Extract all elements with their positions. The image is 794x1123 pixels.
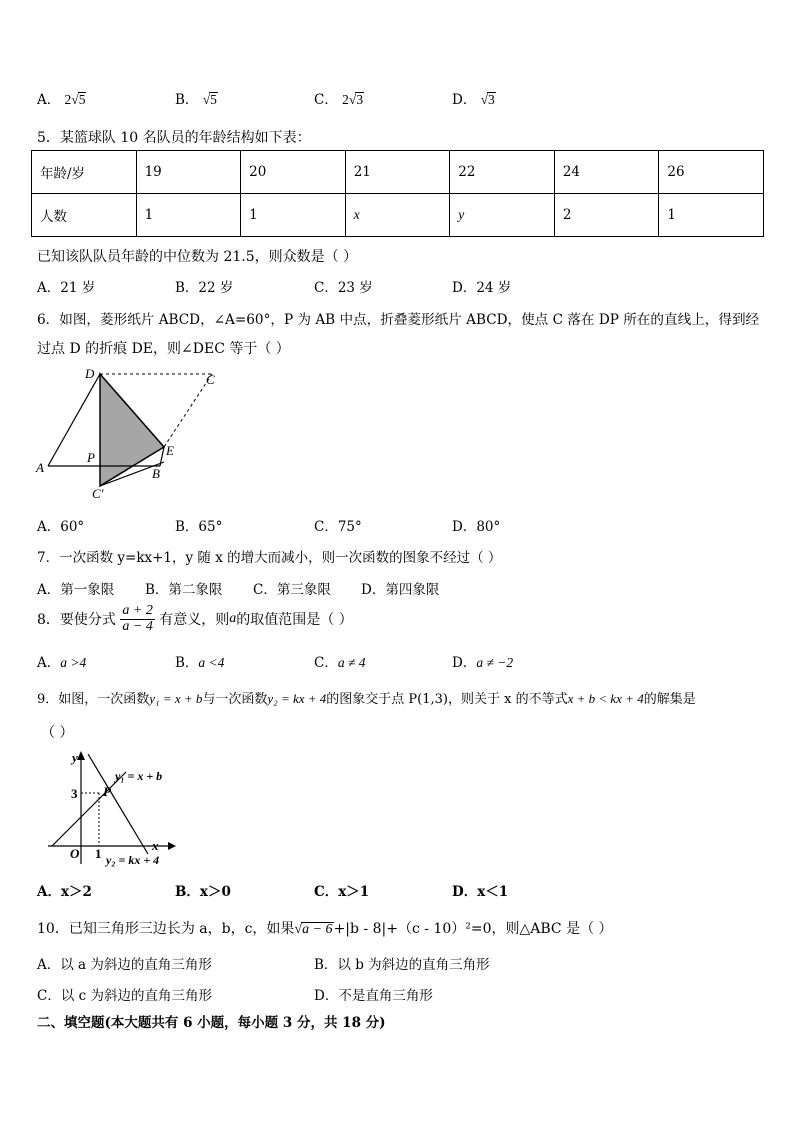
line-y1: [52, 772, 126, 846]
label-origin: O: [70, 846, 80, 861]
label-e: E: [166, 443, 174, 458]
q7-stem: 7．一次函数 y=kx+1，y 随 x 的增大而减小，则一次函数的图象不经过（ ）: [37, 550, 502, 566]
fraction-denominator: a − 4: [122, 618, 153, 634]
q10-option-d: D．不是直角三角形: [314, 988, 433, 1004]
side-cb-dashed: [164, 374, 212, 447]
q9-stem: 9．如图，一次函数y₁ = x + b与一次函数y₂ = kx + 4的图象交于点 P(1,3)，则关于 x 的不等式x + b < kx + 4的解集是: [37, 691, 696, 707]
q5-option-b: B．22 岁: [175, 280, 234, 296]
q9-option-d: D．x＜1: [452, 884, 509, 900]
q5-stem: 5．某篮球队 10 名队员的年龄结构如下表：: [37, 130, 311, 146]
table-cell: 1: [136, 194, 241, 237]
table-row: [32, 151, 764, 194]
q5-option-d: D．24 岁: [452, 280, 512, 296]
q4-option-d: D． √3: [452, 92, 495, 108]
q8-option-d: D．a ≠ −2: [452, 655, 514, 671]
q9-option-b: B．x＞0: [175, 884, 231, 900]
rhombus-figure: [30, 362, 230, 504]
q10-option-b: B．以 b 为斜边的直角三角形: [314, 957, 490, 973]
q4-option-b: B． √5: [175, 92, 217, 108]
table-cell: 26: [659, 151, 764, 194]
q5-option-c: C．23 岁: [314, 280, 373, 296]
label-line2: y₂ = kx + 4: [106, 853, 160, 867]
q7-option-c: C．第三象限: [253, 582, 331, 598]
q8-prefix: 8．要使分式: [37, 612, 116, 629]
label-c-prime: C′: [92, 486, 104, 501]
q8-stem: [37, 604, 353, 634]
q8-option-a: A．a >4: [37, 655, 87, 671]
q8-option-c: C．a ≠ 4: [314, 655, 366, 671]
q7-option-b: B．第二象限: [145, 582, 223, 598]
function-graph: [40, 746, 190, 872]
table-row: [32, 194, 764, 237]
age-table: [31, 150, 764, 237]
q6-option-d: D．80°: [452, 519, 501, 535]
q7-option-d: D．第四象限: [361, 582, 440, 598]
label-a: A: [36, 460, 44, 475]
label-d: D: [85, 366, 95, 381]
table-cell: 22: [450, 151, 555, 194]
q9-option-a: A．x＞2: [37, 884, 92, 900]
q10-option-a: A．以 a 为斜边的直角三角形: [37, 957, 212, 973]
q6-stem-line1: 6．如图，菱形纸片 ABCD，∠A=60°，P 为 AB 中点，折叠菱形纸片 ABCD，使点 C 落在 DP 所在的直线上，得到经: [37, 312, 760, 328]
label-y: y: [72, 750, 78, 765]
label-p: P: [103, 784, 111, 799]
q8-var: a: [229, 611, 237, 627]
table-cell: 21: [345, 151, 450, 194]
section-title: 二、填空题(本大题共有 6 小题，每小题 3 分，共 18 分): [37, 1015, 386, 1031]
table-cell: 1: [241, 194, 346, 237]
q8-option-b: B．a <4: [175, 655, 225, 671]
q5-follow: 已知该队队员年龄的中位数为 21.5，则众数是（ ）: [37, 249, 358, 265]
q8-fraction: [120, 604, 154, 634]
label-three: 3: [71, 786, 78, 801]
x-axis-arrow: [168, 842, 176, 850]
q6-option-a: A．60°: [37, 519, 85, 535]
q6-option-b: B．65°: [175, 519, 223, 535]
table-cell: 1: [659, 194, 764, 237]
q4-option-c: C． 2√3: [314, 92, 364, 108]
table-cell: 20: [241, 151, 346, 194]
label-one: 1: [95, 846, 102, 861]
q6-option-c: C．75°: [314, 519, 362, 535]
q8-suffix: 的取值范围是（ ）: [236, 612, 353, 629]
label-x: x: [152, 838, 159, 853]
q7-option-a: A．第一象限: [37, 582, 115, 598]
q5-option-a: A．21 岁: [37, 280, 96, 296]
q10-option-c: C．以 c 为斜边的直角三角形: [37, 988, 212, 1004]
table-cell: 年龄/岁: [32, 151, 137, 194]
label-c: C: [206, 372, 215, 387]
q6-stem-line2: 过点 D 的折痕 DE，则∠DEC 等于（ ）: [37, 341, 290, 357]
table-cell: y: [450, 194, 555, 237]
label-p: P: [87, 450, 95, 465]
label-line1: y₁ = x + b: [115, 769, 163, 783]
y-axis-arrow: [77, 751, 85, 760]
label-b: B: [152, 466, 160, 481]
q4-option-a: A． 2√5: [37, 92, 86, 108]
table-cell: 19: [136, 151, 241, 194]
q9-stem-line2: （ ）: [41, 725, 74, 741]
table-cell: x: [345, 194, 450, 237]
q10-stem: 10．已知三角形三边长为 a，b，c，如果√a − 6+|b - 8|+（c - 10）²=0，则△ABC 是（ ）: [37, 921, 613, 937]
table-cell: 24: [554, 151, 659, 194]
q8-mid: 有意义，则: [159, 612, 230, 629]
fraction-numerator: a + 2: [122, 603, 153, 618]
q9-option-c: C．x＞1: [314, 884, 370, 900]
table-cell: 2: [554, 194, 659, 237]
table-cell: 人数: [32, 194, 137, 237]
